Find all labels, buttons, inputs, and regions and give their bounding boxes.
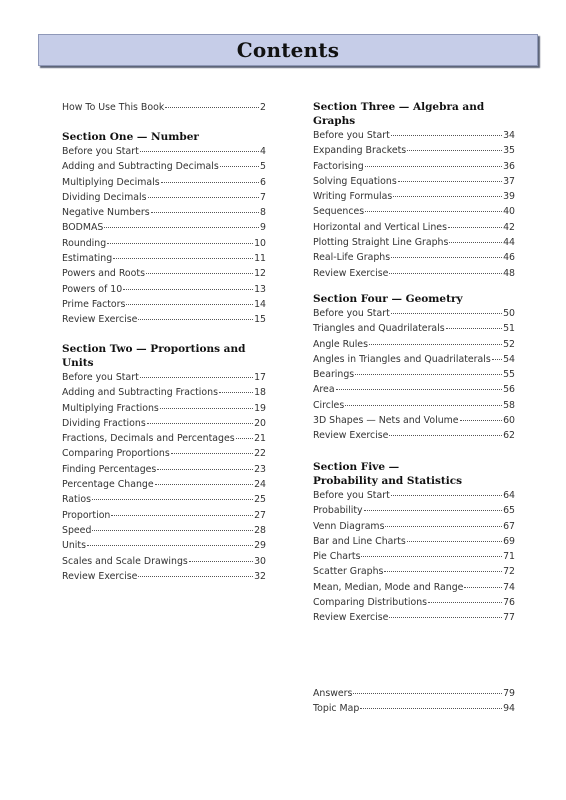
entry-title: BODMAS (62, 222, 104, 234)
entry-title: Horizontal and Vertical Lines (313, 221, 447, 233)
page-number: 55 (503, 369, 515, 381)
toc-entry (62, 446, 266, 461)
page-number: 23 (254, 463, 266, 475)
dot-leader (140, 377, 253, 378)
toc-entry (313, 610, 515, 625)
dot-leader (161, 182, 259, 183)
entry-title: Review Exercise (313, 267, 389, 279)
toc-entry (313, 266, 515, 281)
dot-leader (360, 708, 502, 709)
entry-title: Probability (313, 505, 363, 517)
toc-entry (62, 297, 266, 312)
page-number: 62 (503, 430, 515, 442)
dot-leader (391, 135, 502, 136)
entry-title: Ratios (62, 494, 91, 506)
entry-title: Rounding (62, 237, 107, 249)
entry-title: Factorising (313, 160, 364, 172)
dot-leader (219, 392, 253, 393)
entry-title: Pie Charts (313, 551, 361, 563)
page-number: 39 (503, 191, 515, 203)
entry-title: Dividing Decimals (62, 191, 147, 203)
page-number: 94 (503, 703, 515, 715)
dot-leader (446, 328, 502, 329)
page-number: 28 (254, 524, 266, 536)
page-number: 50 (503, 308, 515, 319)
intro-block (62, 100, 266, 130)
toc-entry (62, 370, 266, 385)
dot-leader (151, 212, 259, 213)
section-entries (313, 488, 515, 626)
entry-title: Mean, Median, Mode and Range (313, 581, 464, 593)
page-number: 52 (503, 338, 515, 350)
entry-title: Real-Life Graphs (313, 252, 391, 264)
dot-leader (87, 545, 253, 546)
entry-title: Venn Diagrams (313, 520, 385, 532)
section-heading-line: Section Four — Geometry (313, 293, 463, 305)
dot-leader (171, 453, 253, 454)
page-number: 29 (254, 540, 266, 552)
dot-leader (189, 561, 253, 562)
toc-entry (62, 236, 266, 251)
dot-leader (146, 273, 253, 274)
entry-title: Powers of 10 (62, 283, 123, 295)
dot-leader (369, 344, 502, 345)
page-number: 2 (260, 102, 266, 113)
entry-title: Speed (62, 524, 92, 536)
section-heading (313, 460, 515, 488)
dot-leader (385, 526, 502, 527)
dot-leader (160, 408, 253, 409)
toc-entry (313, 220, 515, 235)
toc-entry (313, 235, 515, 250)
toc-entry (62, 569, 266, 584)
page-number: 12 (254, 268, 266, 280)
dot-leader (138, 319, 253, 320)
page-number: 40 (503, 206, 515, 218)
back-matter (313, 686, 515, 717)
entry-title: Answers (313, 688, 353, 699)
page-number: 69 (503, 535, 515, 547)
dot-leader (389, 435, 502, 436)
toc-entry (313, 143, 515, 158)
dot-leader (391, 257, 502, 258)
dot-leader (236, 438, 253, 439)
entry-title: Negative Numbers (62, 207, 150, 219)
page-number: 21 (254, 433, 266, 445)
toc-entry (62, 220, 266, 235)
toc-entry (62, 312, 266, 327)
toc-entry (313, 701, 515, 716)
toc-entry (313, 549, 515, 564)
page-number: 18 (254, 387, 266, 399)
entry-title: Before you Start (62, 372, 139, 383)
entry-title: Powers and Roots (62, 268, 145, 280)
page-number: 11 (254, 253, 266, 265)
entry-title: Sequences (313, 206, 365, 218)
toc-entry (313, 337, 515, 352)
page-number: 60 (503, 415, 515, 427)
toc-entry (313, 595, 515, 610)
dot-leader (407, 150, 502, 151)
section-entries (313, 306, 515, 444)
right-column (313, 100, 515, 717)
page-number: 64 (503, 490, 515, 501)
dot-leader (138, 576, 253, 577)
page-number: 27 (254, 509, 266, 521)
section-heading-line: Section Two — Proportions and Units (62, 343, 246, 369)
entry-title: Estimating (62, 253, 113, 265)
entry-title: Plotting Straight Line Graphs (313, 237, 449, 249)
dot-leader (355, 374, 502, 375)
toc-entry (62, 190, 266, 205)
entry-title: Comparing Proportions (62, 448, 170, 460)
dot-leader (449, 242, 502, 243)
toc-entry (313, 686, 515, 701)
page-number: 48 (503, 267, 515, 279)
entry-title: Dividing Fractions (62, 417, 146, 429)
entry-title: Review Exercise (313, 612, 389, 624)
toc-entry (62, 538, 266, 553)
toc-entry (62, 159, 266, 174)
left-column (62, 100, 266, 584)
toc-entry (313, 321, 515, 336)
dot-leader (398, 181, 502, 182)
entry-title: Percentage Change (62, 479, 154, 491)
entry-title: Review Exercise (62, 570, 138, 582)
dot-leader (391, 313, 502, 314)
page-number: 20 (254, 417, 266, 429)
toc-entry (313, 564, 515, 579)
dot-leader (492, 359, 502, 360)
page-number: 6 (260, 176, 266, 188)
entry-title: Before you Start (313, 490, 390, 501)
dot-leader (393, 196, 502, 197)
toc-entry (313, 174, 515, 189)
toc-entry (313, 428, 515, 443)
toc-entry (62, 431, 266, 446)
entry-title: Review Exercise (62, 314, 138, 326)
contents-header (38, 34, 538, 66)
toc-entry (62, 554, 266, 569)
dot-leader (389, 273, 502, 274)
page-number: 32 (254, 570, 266, 582)
page-number: 71 (503, 551, 515, 563)
dot-leader (126, 304, 253, 305)
dot-leader (361, 556, 502, 557)
page-number: 72 (503, 566, 515, 578)
page-number: 30 (254, 555, 266, 567)
page-number: 5 (260, 161, 266, 173)
toc-entry (313, 367, 515, 382)
entry-title: Multiplying Decimals (62, 176, 160, 188)
entry-title: Triangles and Quadrilaterals (313, 323, 445, 335)
page-number: 35 (503, 145, 515, 157)
entry-title: Proportion (62, 509, 111, 521)
toc-entry (313, 503, 515, 518)
dot-leader (464, 587, 502, 588)
toc-entry (62, 175, 266, 190)
entry-title: Fractions, Decimals and Percentages (62, 433, 235, 445)
dot-leader (104, 227, 259, 228)
dot-leader (148, 197, 260, 198)
dot-leader (448, 227, 502, 228)
section-three (313, 100, 515, 292)
entry-title: Units (62, 540, 86, 552)
page-number: 54 (503, 353, 515, 365)
toc-entry (62, 416, 266, 431)
toc-entry (313, 398, 515, 413)
entry-title: Comparing Distributions (313, 597, 428, 609)
dot-leader (92, 499, 253, 500)
page-number: 67 (503, 520, 515, 532)
page-number: 44 (503, 237, 515, 249)
toc-entry (62, 100, 266, 115)
entry-title: Prime Factors (62, 298, 126, 310)
entry-title: Adding and Subtracting Fractions (62, 387, 218, 399)
dot-leader (407, 541, 502, 542)
toc-entry (62, 282, 266, 297)
page-number: 25 (254, 494, 266, 506)
dot-leader (147, 423, 253, 424)
section-heading-line: Section One — Number (62, 131, 199, 143)
dot-leader (384, 571, 502, 572)
page-number: 56 (503, 384, 515, 396)
dot-leader (220, 166, 259, 167)
intro-entries (62, 100, 266, 115)
page-number: 77 (503, 612, 515, 624)
section-heading (313, 292, 515, 306)
dot-leader (365, 166, 502, 167)
page-number: 79 (503, 688, 515, 699)
entry-title: Expanding Brackets (313, 145, 407, 157)
entry-title: Angle Rules (313, 338, 368, 350)
entry-title: Multiplying Fractions (62, 402, 159, 414)
toc-entry (62, 523, 266, 538)
page-number: 10 (254, 237, 266, 249)
section-one (62, 130, 266, 342)
page-number: 22 (254, 448, 266, 460)
page-number: 17 (254, 372, 266, 383)
page-number: 42 (503, 221, 515, 233)
toc-entry (313, 204, 515, 219)
page-number: 51 (503, 323, 515, 335)
dot-leader (336, 389, 502, 390)
section-entries (62, 144, 266, 328)
toc-entry (62, 385, 266, 400)
entry-title: Circles (313, 399, 345, 411)
dot-leader (460, 420, 503, 421)
entry-title: Writing Formulas (313, 191, 393, 203)
section-four (313, 292, 515, 460)
entry-title: How To Use This Book (62, 102, 165, 113)
dot-leader (140, 151, 259, 152)
dot-leader (345, 405, 502, 406)
page-number: 58 (503, 399, 515, 411)
toc-entry (62, 492, 266, 507)
dot-leader (92, 530, 253, 531)
page-number: 37 (503, 175, 515, 187)
toc-entry (62, 508, 266, 523)
entry-title: Solving Equations (313, 175, 397, 187)
toc-entry (62, 251, 266, 266)
section-heading (313, 100, 515, 128)
section-entries (62, 370, 266, 584)
page-number: 8 (260, 207, 266, 219)
entry-title: Adding and Subtracting Decimals (62, 161, 219, 173)
page-number: 65 (503, 505, 515, 517)
toc-entry (313, 159, 515, 174)
toc-entry (62, 401, 266, 416)
page-number: 19 (254, 402, 266, 414)
page-number: 24 (254, 479, 266, 491)
section-heading-line: Section Five — (313, 461, 400, 473)
page-number: 74 (503, 581, 515, 593)
toc-entry (313, 413, 515, 428)
entry-title: Angles in Triangles and Quadrilaterals (313, 353, 491, 365)
page-number: 7 (260, 191, 266, 203)
dot-leader (428, 602, 502, 603)
toc-entry (62, 477, 266, 492)
entry-title: Scatter Graphs (313, 566, 384, 578)
section-two (62, 342, 266, 584)
dot-leader (111, 515, 253, 516)
entry-title: Finding Percentages (62, 463, 157, 475)
dot-leader (391, 495, 502, 496)
dot-leader (165, 107, 259, 108)
entry-title: Area (313, 384, 335, 396)
toc-entry (313, 189, 515, 204)
section-heading (62, 130, 266, 144)
dot-leader (113, 258, 253, 259)
page-number: 46 (503, 252, 515, 264)
dot-leader (155, 484, 253, 485)
page-title: Contents (236, 38, 340, 62)
toc-entry (62, 266, 266, 281)
page-number: 34 (503, 130, 515, 141)
entry-title: Review Exercise (313, 430, 389, 442)
entry-title: Before you Start (62, 146, 139, 157)
entry-title: Bar and Line Charts (313, 535, 406, 547)
page-number: 9 (260, 222, 266, 234)
entry-title: Scales and Scale Drawings (62, 555, 188, 567)
toc-entry (313, 519, 515, 534)
dot-leader (123, 289, 253, 290)
toc-entry (62, 462, 266, 477)
entry-title: Bearings (313, 369, 355, 381)
section-heading-line: Section Three — Algebra and Graphs (313, 101, 485, 127)
dot-leader (364, 510, 503, 511)
toc-entry (313, 382, 515, 397)
toc-entry (313, 488, 515, 503)
dot-leader (157, 469, 253, 470)
section-heading (62, 342, 266, 370)
page-number: 13 (254, 283, 266, 295)
toc-entry (313, 580, 515, 595)
toc-entry (62, 205, 266, 220)
toc-entry (313, 352, 515, 367)
dot-leader (365, 211, 502, 212)
toc-entry (313, 128, 515, 143)
section-heading-line: Probability and Statistics (313, 475, 463, 487)
dot-leader (353, 693, 502, 694)
page-number: 14 (254, 298, 266, 310)
dot-leader (389, 617, 502, 618)
toc-entry (62, 144, 266, 159)
page-number: 4 (260, 146, 266, 157)
dot-leader (107, 243, 253, 244)
toc-entry (313, 250, 515, 265)
page-number: 15 (254, 314, 266, 326)
section-entries (313, 128, 515, 281)
page-number: 36 (503, 160, 515, 172)
toc-entry (313, 534, 515, 549)
entry-title: Topic Map (313, 703, 360, 715)
toc-entry (313, 306, 515, 321)
entry-title: 3D Shapes — Nets and Volume (313, 415, 459, 427)
entry-title: Before you Start (313, 308, 390, 319)
page-number: 76 (503, 597, 515, 609)
back-matter-entries (313, 686, 515, 717)
entry-title: Before you Start (313, 130, 390, 141)
section-five (313, 460, 515, 686)
